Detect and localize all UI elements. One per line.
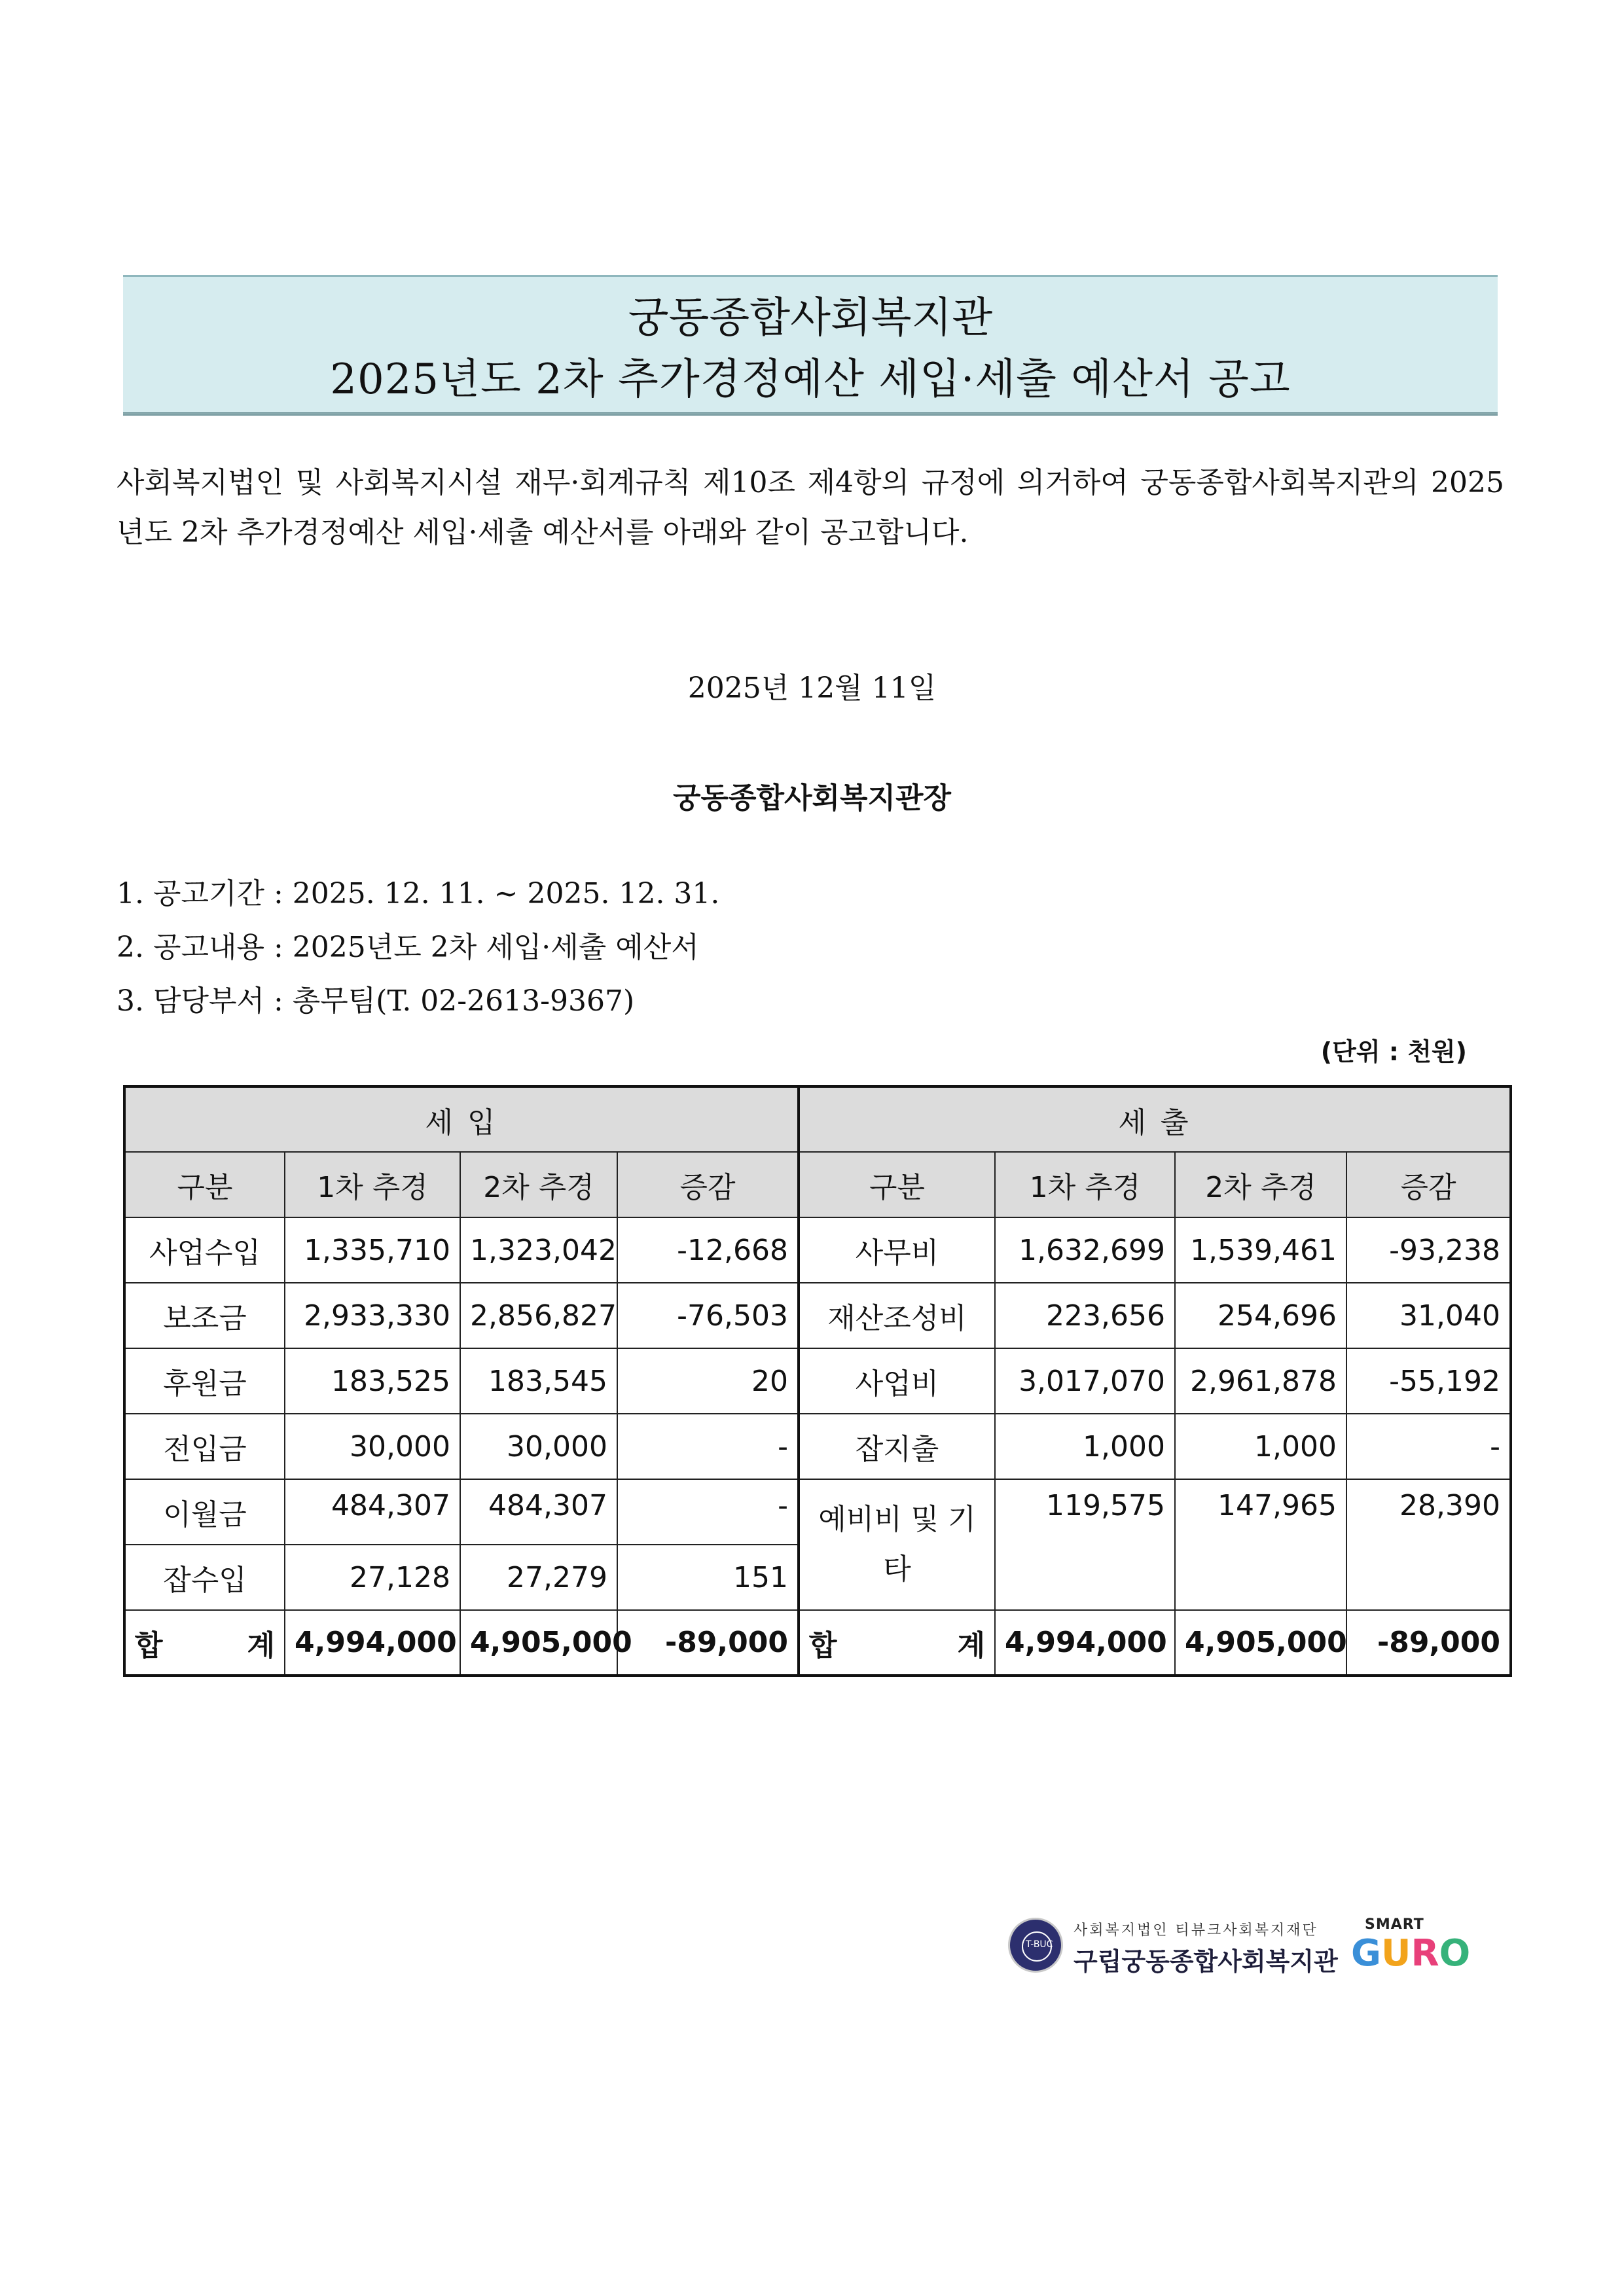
expense-first: 1,000 [995, 1414, 1175, 1479]
footer-logo [1008, 1916, 1471, 1976]
foundation-name: 사회복지법인 티뷰크사회복지재단 [1074, 1922, 1318, 1939]
revenue-first: 183,525 [285, 1348, 460, 1414]
table-row [124, 1217, 1511, 1283]
revenue-category: 사업수입 [124, 1217, 285, 1283]
notice-title-org: 궁동종합사회복지관 [628, 294, 993, 342]
revenue-second: 484,307 [460, 1479, 617, 1545]
expense-total-first: 4,994,000 [995, 1610, 1175, 1676]
expense-total-second: 4,905,000 [1175, 1610, 1346, 1676]
revenue-category: 잡수입 [124, 1545, 285, 1610]
guro-letter-o: O [1439, 1932, 1471, 1975]
revenue-col-change: 증감 [617, 1152, 799, 1217]
expense-category: 예비비 및 기타 [799, 1479, 995, 1610]
guro-logo [1351, 1932, 1470, 1975]
table-column-row [124, 1152, 1511, 1217]
expense-second: 254,696 [1175, 1283, 1346, 1348]
table-row [124, 1479, 1511, 1545]
expense-total-label: 합 계 [799, 1610, 995, 1676]
expense-category: 사무비 [799, 1217, 995, 1283]
expense-second: 2,961,878 [1175, 1348, 1346, 1414]
revenue-category: 후원금 [124, 1348, 285, 1414]
foundation-seal-icon [1008, 1918, 1063, 1973]
budget-table [123, 1085, 1512, 1677]
revenue-total-second: 4,905,000 [460, 1610, 617, 1676]
notice-date: 2025년 12월 11일 [687, 672, 937, 705]
expense-col-change: 증감 [1346, 1152, 1511, 1217]
revenue-change: - [617, 1479, 799, 1545]
revenue-total-change: -89,000 [617, 1610, 799, 1676]
expense-col-second: 2차 추경 [1175, 1152, 1346, 1217]
intro-paragraph: 사회복지법인 및 사회복지시설 재무·회계규칙 제10조 제4항의 규정에 의거하여 궁동종합사회복지관의 2025년도 2차 추가경정예산 세입·세출 예산서를 아래와 같이 공고합니다. [117, 466, 1504, 549]
expense-change: 31,040 [1346, 1283, 1511, 1348]
revenue-change: 20 [617, 1348, 799, 1414]
table-header-row [124, 1086, 1511, 1152]
revenue-change: -12,668 [617, 1217, 799, 1283]
table-row [124, 1283, 1511, 1348]
expense-total-change: -89,000 [1346, 1610, 1511, 1676]
table-row [124, 1414, 1511, 1479]
revenue-total-label: 합 계 [124, 1610, 285, 1676]
expense-change: -55,192 [1346, 1348, 1511, 1414]
guro-letter-r: R [1411, 1932, 1439, 1975]
table-total-row [124, 1610, 1511, 1676]
expense-second: 147,965 [1175, 1479, 1346, 1610]
revenue-change: - [617, 1414, 799, 1479]
revenue-second: 30,000 [460, 1414, 617, 1479]
revenue-change: -76,503 [617, 1283, 799, 1348]
notice-items-list [117, 867, 719, 1028]
revenue-second: 27,279 [460, 1545, 617, 1610]
revenue-first: 1,335,710 [285, 1217, 460, 1283]
table-row [124, 1348, 1511, 1414]
revenue-first: 30,000 [285, 1414, 460, 1479]
center-name: 구립궁동종합사회복지관 [1074, 1947, 1338, 1976]
revenue-category: 보조금 [124, 1283, 285, 1348]
revenue-first: 27,128 [285, 1545, 460, 1610]
revenue-col-category: 구분 [124, 1152, 285, 1217]
guro-letter-u: U [1380, 1932, 1411, 1975]
unit-label: (단위 : 천원) [1320, 1037, 1467, 1066]
revenue-header: 세 입 [124, 1086, 799, 1152]
revenue-col-first: 1차 추경 [285, 1152, 460, 1217]
expense-col-first: 1차 추경 [995, 1152, 1175, 1217]
expense-first: 223,656 [995, 1283, 1175, 1348]
notice-item-department: 3. 담당부서 : 총무팀(T. 02-2613-9367) [117, 984, 635, 1018]
revenue-first: 484,307 [285, 1479, 460, 1545]
revenue-second: 183,545 [460, 1348, 617, 1414]
expense-change: -93,238 [1346, 1217, 1511, 1283]
expense-category: 재산조성비 [799, 1283, 995, 1348]
expense-first: 3,017,070 [995, 1348, 1175, 1414]
expense-first: 119,575 [995, 1479, 1175, 1610]
notice-title-subject: 2025년도 2차 추가경정예산 세입·세출 예산서 공고 [330, 355, 1291, 404]
expense-category: 사업비 [799, 1348, 995, 1414]
revenue-second: 2,856,827 [460, 1283, 617, 1348]
expense-header: 세 출 [799, 1086, 1511, 1152]
expense-col-category: 구분 [799, 1152, 995, 1217]
revenue-col-second: 2차 추경 [460, 1152, 617, 1217]
notice-signer: 궁동종합사회복지관장 [672, 781, 952, 815]
notice-item-content: 2. 공고내용 : 2025년도 2차 세입·세출 예산서 [117, 931, 699, 964]
notice-title-box [123, 275, 1498, 416]
guro-letter-g: G [1351, 1932, 1381, 1975]
seal-text: T-BUC [1026, 1939, 1053, 1950]
revenue-category: 전입금 [124, 1414, 285, 1479]
expense-category: 잡지출 [799, 1414, 995, 1479]
revenue-change: 151 [617, 1545, 799, 1610]
expense-second: 1,000 [1175, 1414, 1346, 1479]
revenue-second: 1,323,042 [460, 1217, 617, 1283]
expense-change: 28,390 [1346, 1479, 1511, 1610]
revenue-total-first: 4,994,000 [285, 1610, 460, 1676]
smart-label: SMART [1365, 1916, 1424, 1933]
revenue-first: 2,933,330 [285, 1283, 460, 1348]
expense-change: - [1346, 1414, 1511, 1479]
expense-second: 1,539,461 [1175, 1217, 1346, 1283]
revenue-category: 이월금 [124, 1479, 285, 1545]
expense-first: 1,632,699 [995, 1217, 1175, 1283]
notice-item-period: 1. 공고기간 : 2025. 12. 11. ~ 2025. 12. 31. [117, 877, 720, 910]
